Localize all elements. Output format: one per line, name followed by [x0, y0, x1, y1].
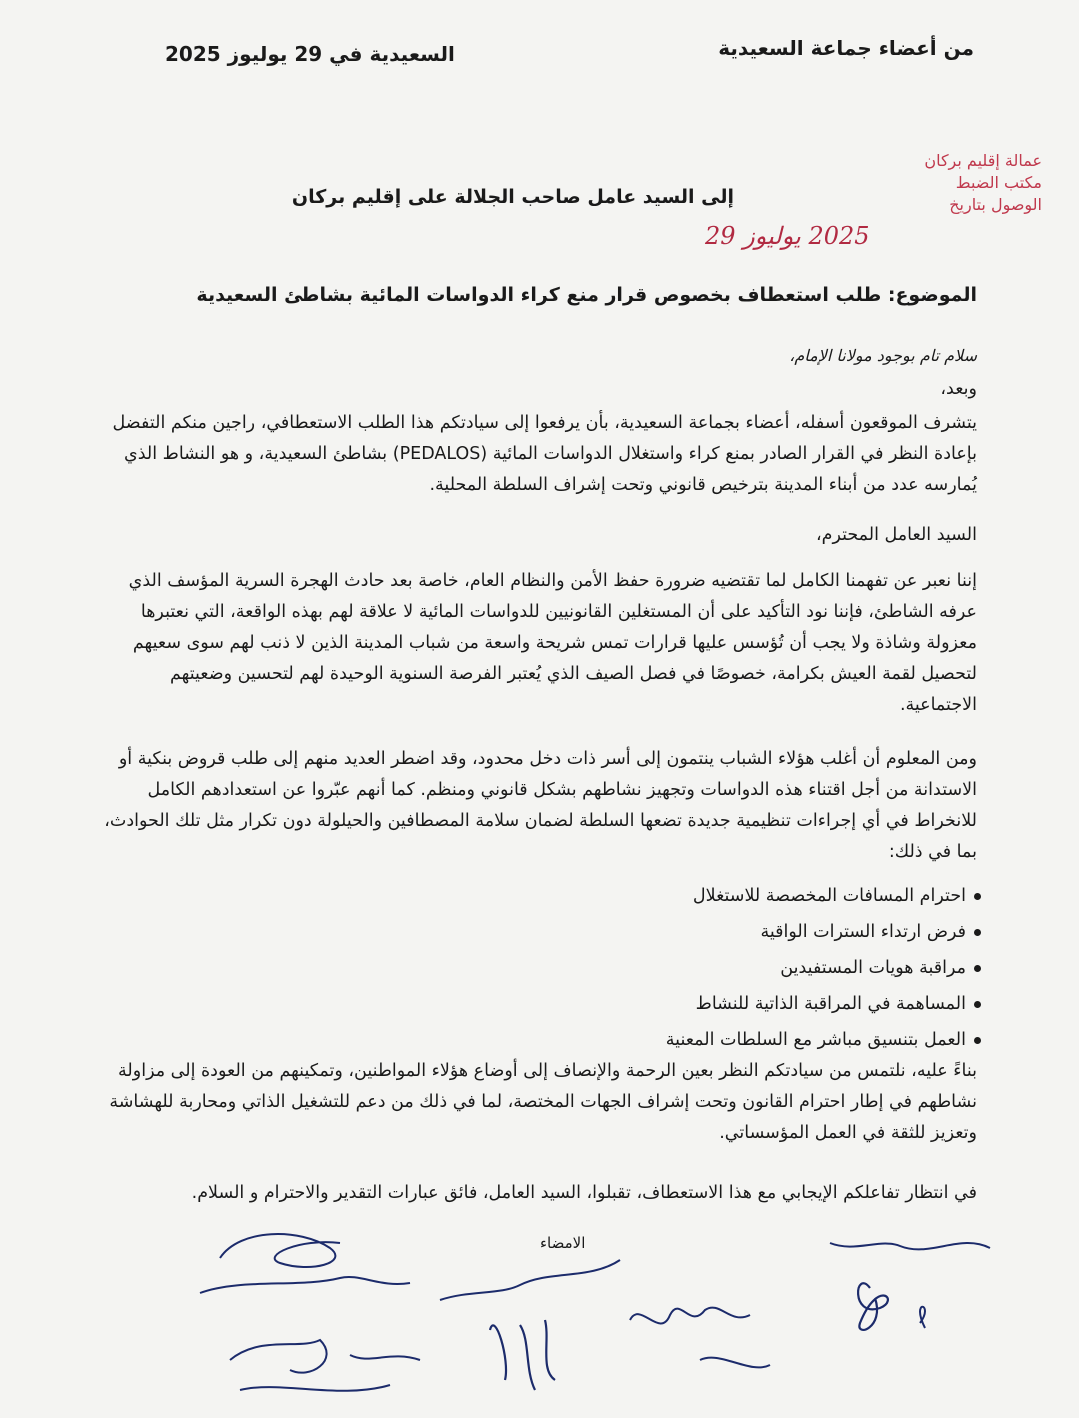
paragraph-4: بناءً عليه، نلتمس من سيادتكم النظر بعين الرحمة والإنصاف إلى أوضاع هؤلاء المواطنين، وتمكينهم من العودة إلى مزاولة نشاطهم في إطار احترام القانون وتحت إشراف الجهات المختصة، لما في ذلك من دعم للتشغيل الذاتي ومحاربة للهشاشة وتعزيز للثقة في العمل المؤسساتي. — [109, 1061, 977, 1143]
list-item: مراقبة هويات المستفيدين — [481, 950, 981, 986]
bullet-icon — [974, 893, 981, 900]
stamp-line-3: الوصول بتاريخ — [949, 195, 1042, 214]
place-date: السعيدية في 29 يوليوز 2025 — [165, 42, 455, 66]
members-label: الامضاء — [540, 1234, 586, 1252]
closing-line: في انتظار تفاعلكم الإيجابي مع هذا الاستعطاف، تقبلوا، السيد العامل، فائق عبارات التقدير والاحترام و السلام. — [191, 1183, 977, 1203]
stamp-line-1: عمالة إقليم بركان — [924, 151, 1042, 170]
subject-line: الموضوع: طلب استعطاف بخصوص قرار منع كراء الدواسات المائية بشاطئ السعيدية — [196, 284, 977, 306]
signature-3 — [180, 1218, 420, 1328]
paragraph-3: ومن المعلوم أن أغلب هؤلاء الشباب ينتمون إلى أسر ذات دخل محدود، وقد اضطر العديد منهم إلى طلب قروض بنكية أو الاستدانة من أجل اقتناء هذه الدواسات وتجهيز نشاطهم بشكل قانوني ومنظم. كما أنهم عبّروا عن استعدادهم الكامل للانخراط في أي إجراءات تنظيمية جديدة تضعها السلطة لضمان سلامة المصطافين والحيلولة دون تكرار مثل تلك الحوادث، بما في ذلك: — [104, 749, 977, 862]
recipient: إلى السيد عامل صاحب الجلالة على إقليم بركان — [291, 186, 734, 208]
bullet-icon — [974, 965, 981, 972]
list-item: احترام المسافات المخصصة للاستغلال — [481, 878, 981, 914]
sender-header: من أعضاء جماعة السعيدية — [718, 36, 974, 60]
bullet-icon — [974, 1037, 981, 1044]
signature-3-scribble — [180, 1218, 420, 1328]
list-item: المساهمة في المراقبة الذاتية للنشاط — [481, 986, 981, 1022]
signature-4 — [610, 1280, 800, 1400]
greeting-line: سلام تام بوجود مولانا الإمام، — [789, 346, 977, 365]
signature-5 — [210, 1330, 440, 1415]
paragraph-1: يتشرف الموقعون أسفله، أعضاء بجماعة السعيدية، بأن يرفعوا إلى سيادتكم هذا الطلب الاستعطافي، راجين منكم التفضل بإعادة النظر في القرار الصادر بمنع كراء واستغلال الدواسات المائية (PEDALOS) بشاطئ السعيدية، و هو النشاط الذي يُمارسه عدد من أبناء المدينة بترخيص قانوني وتحت إشراف السلطة المحلية. — [112, 413, 977, 495]
stamp-date: 2025 يوليوز 29 — [705, 222, 870, 250]
salutation: السيد العامل المحترم، — [815, 525, 977, 545]
list-item: فرض ارتداء السترات الواقية — [481, 914, 981, 950]
list-item: العمل بتنسيق مباشر مع السلطات المعنية — [481, 1022, 981, 1058]
greeting-after: وبعد، — [940, 379, 977, 399]
stamp-line-2: مكتب الضبط — [955, 173, 1042, 192]
signature-5-scribble — [210, 1330, 440, 1415]
bullet-icon — [974, 1001, 981, 1008]
paragraph-2: إننا نعبر عن تفهمنا الكامل لما تقتضيه ضرورة حفظ الأمن والنظام العام، خاصة بعد حادث الهجرة السرية المؤسف الذي عرفه الشاطئ، فإننا نود التأكيد على أن المستغلين القانونيين للدواسات المائية لا علاقة لهم بهذه الواقعة، التي نعتبرها معزولة وشاذة ولا يجب أن تُؤسس عليها قرارات تمس شريحة واسعة من شباب المدينة الذين لا ذنب لهم سوى سعيهم لتحصيل لقمة العيش بكرامة، خصوصًا في فصل الصيف الذي يُعتبر الفرصة السنوية الوحيدة لهم لتحسين وضعيتهم الاجتماعية. — [128, 571, 977, 715]
signature-4-scribble — [610, 1280, 800, 1400]
measures-list — [481, 878, 981, 1058]
bullet-icon — [974, 929, 981, 936]
